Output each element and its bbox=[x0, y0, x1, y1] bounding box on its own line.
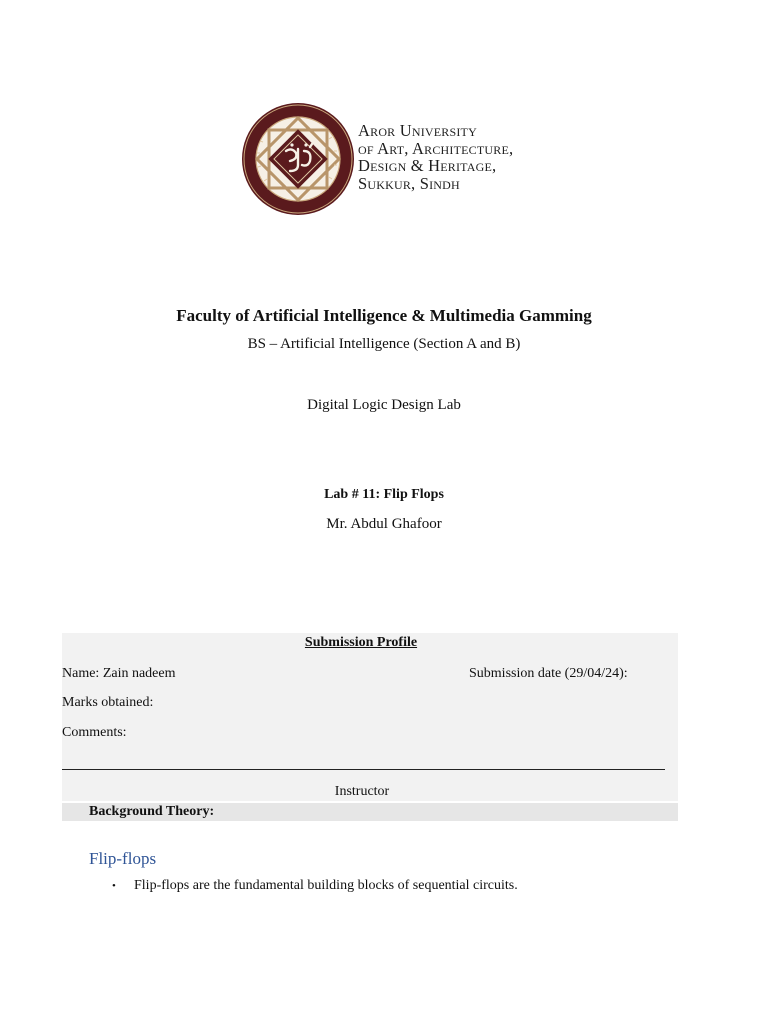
marks-obtained: Marks obtained: bbox=[62, 695, 154, 710]
university-name-line-4: Sukkur, Sindh bbox=[358, 173, 460, 193]
background-theory-label: Background Theory: bbox=[89, 804, 215, 819]
university-name-line-1: Aror University bbox=[358, 121, 477, 140]
lab-title: Lab # 11: Flip Flops bbox=[324, 487, 444, 502]
student-name: Name: Zain nadeem bbox=[62, 666, 176, 681]
background-theory-bar bbox=[62, 803, 678, 821]
bullet-icon: • bbox=[112, 880, 116, 892]
course-name: Digital Logic Design Lab bbox=[307, 397, 461, 413]
university-seal-icon bbox=[240, 101, 356, 217]
list-item-text: Flip-flops are the fundamental building blocks of sequential circuits. bbox=[134, 878, 518, 893]
submission-date: Submission date (29/04/24): bbox=[469, 666, 628, 681]
faculty-title: Faculty of Artificial Intelligence & Multimedia Gamming bbox=[176, 306, 592, 325]
list-item bbox=[112, 878, 518, 894]
submission-profile bbox=[62, 633, 678, 801]
signature-line bbox=[62, 769, 665, 770]
university-name bbox=[358, 122, 548, 192]
instructor-label: Instructor bbox=[334, 784, 390, 799]
program-name: BS – Artificial Intelligence (Section A and B) bbox=[247, 336, 521, 352]
section-heading: Flip-flops bbox=[89, 849, 157, 868]
comments-label: Comments: bbox=[62, 725, 127, 740]
submission-profile-title: Submission Profile bbox=[304, 635, 418, 650]
teacher-name: Mr. Abdul Ghafoor bbox=[326, 516, 442, 532]
university-name-line-2: of Art, Architecture, bbox=[358, 138, 514, 158]
university-logo bbox=[236, 101, 536, 219]
university-name-line-3: Design & Heritage, bbox=[358, 156, 497, 175]
